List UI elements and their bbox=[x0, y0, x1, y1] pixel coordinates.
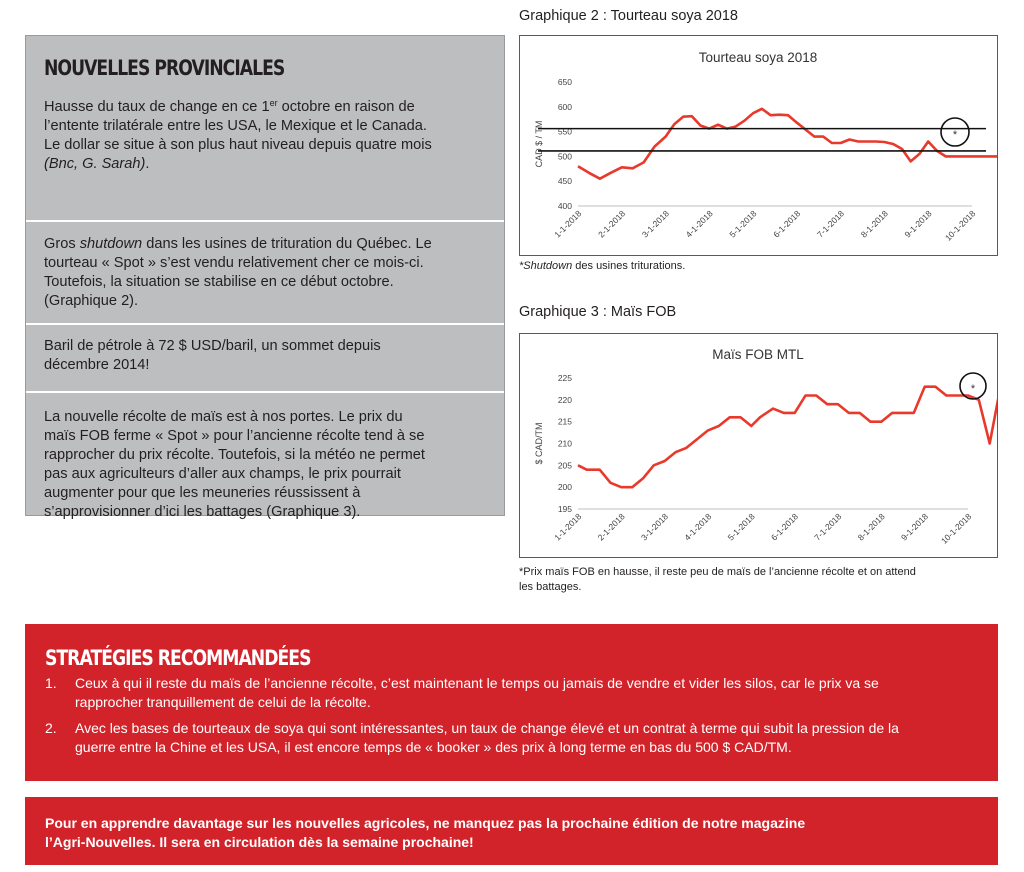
news-line: Le dollar se situe à son plus haut niveau depuis quatre mois bbox=[44, 137, 432, 153]
news-line: Baril de pétrole à 72 $ USD/baril, un sommet depuis bbox=[44, 338, 381, 354]
y-tick-label: 205 bbox=[557, 460, 572, 471]
footer-banner bbox=[25, 797, 998, 865]
chart3-corn-fob bbox=[520, 334, 997, 557]
news-line: Gros shutdown dans les usines de trituration du Québec. Le bbox=[44, 236, 432, 252]
footer-line: Pour en apprendre davantage sur les nouvelles agricoles, ne manquez pas la prochaine édition de notre magazine bbox=[45, 815, 806, 831]
news-panel bbox=[25, 35, 505, 520]
x-tick-label: 4-1-2018 bbox=[682, 511, 714, 543]
chart-title: Tourteau soya 2018 bbox=[698, 50, 818, 65]
annotation-asterisk: * bbox=[952, 129, 958, 141]
chart3-caption: Graphique 3 : Maïs FOB bbox=[519, 304, 677, 320]
news-line: (Bnc, G. Sarah). bbox=[44, 156, 150, 172]
x-tick-label: 5-1-2018 bbox=[727, 208, 759, 240]
y-tick-label: 600 bbox=[557, 101, 572, 112]
x-tick-label: 9-1-2018 bbox=[902, 208, 934, 240]
news-line: Toutefois, la situation se stabilise en ce début octobre. bbox=[44, 274, 394, 290]
x-tick-label: 6-1-2018 bbox=[771, 208, 803, 240]
strategies-title: STRATÉGIES RECOMMANDÉES bbox=[45, 646, 311, 670]
strategy-item bbox=[45, 719, 978, 757]
chart3-footnote bbox=[519, 565, 916, 595]
news-line: Hausse du taux de change en ce 1er octobre en raison de bbox=[44, 98, 415, 115]
x-tick-label: 3-1-2018 bbox=[639, 208, 671, 240]
footnote-line: *Prix maïs FOB en hausse, il reste peu de maïs de l’ancienne récolte et on attend bbox=[519, 566, 916, 578]
x-tick-label: 7-1-2018 bbox=[814, 208, 847, 240]
strategies-list bbox=[45, 674, 978, 757]
y-tick-label: 200 bbox=[557, 482, 572, 493]
news-line: La nouvelle récolte de maïs est à nos portes. Le prix du bbox=[44, 409, 403, 425]
x-tick-label: 7-1-2018 bbox=[812, 511, 844, 543]
chart2-frame bbox=[519, 35, 998, 256]
strategies-panel bbox=[25, 624, 998, 781]
chart2-footnote: *Shutdown des usines triturations. bbox=[519, 260, 686, 272]
footnote-line: les battages. bbox=[519, 581, 582, 593]
news-line: augmenter pour que les meuneries réussissent à bbox=[44, 485, 361, 501]
x-tick-label: 8-1-2018 bbox=[855, 511, 887, 543]
chart3-frame bbox=[519, 333, 998, 558]
x-tick-label: 3-1-2018 bbox=[638, 511, 671, 543]
x-tick-label: 2-1-2018 bbox=[596, 208, 628, 240]
news-line: s’approvisionner d’ici les battages (Graphique 3). bbox=[44, 504, 361, 520]
series-line bbox=[578, 109, 997, 179]
annotation-asterisk: * bbox=[970, 383, 976, 395]
x-tick-label: 6-1-2018 bbox=[768, 511, 801, 543]
news-line: maïs FOB ferme « Spot » pour l’ancienne récolte tend à se bbox=[44, 428, 425, 444]
x-tick-label: 9-1-2018 bbox=[898, 511, 931, 543]
y-tick-label: 220 bbox=[557, 394, 572, 405]
news-item-corn bbox=[26, 393, 504, 521]
news-line: pas aux agriculteurs d’aller aux champs, le prix pourrait bbox=[44, 466, 401, 482]
news-line: rapprocher du prix récolte. Toutefois, si la météo ne permet bbox=[44, 447, 425, 463]
news-header bbox=[26, 36, 504, 98]
news-item-exchange-rate bbox=[26, 98, 504, 220]
chart2-soybean-meal bbox=[520, 36, 997, 255]
x-tick-label: 8-1-2018 bbox=[858, 208, 890, 240]
strategy-item bbox=[45, 674, 978, 712]
x-tick-label: 4-1-2018 bbox=[683, 208, 715, 240]
series-line bbox=[578, 387, 997, 488]
news-line: tourteau « Spot » s’est vendu relativement cher ce mois-ci. bbox=[44, 255, 424, 271]
y-tick-label: 650 bbox=[557, 77, 572, 87]
y-tick-label: 195 bbox=[557, 504, 572, 514]
footer-line: l’Agri-Nouvelles. Il sera en circulation dès la semaine prochaine! bbox=[45, 834, 474, 850]
news-item-shutdown bbox=[26, 222, 504, 323]
y-axis-label: CAD $ / TM bbox=[534, 120, 544, 168]
y-tick-label: 550 bbox=[557, 126, 572, 137]
chart-title: Maïs FOB MTL bbox=[712, 347, 804, 362]
strategy-number: 2. bbox=[45, 720, 57, 736]
news-item-oil bbox=[26, 325, 504, 391]
strategy-text: Avec les bases de tourteaux de soya qui sont intéressantes, un taux de change élevé et un contrat à terme qui subit la pression de la guerre entre la Chine et les USA, il est encore temps de « booker » des prix à long terme en bas du 500 $ CAD/TM. bbox=[75, 720, 899, 755]
news-line: (Graphique 2). bbox=[44, 293, 139, 309]
x-tick-label: 1-1-2018 bbox=[552, 511, 584, 543]
x-tick-label: 1-1-2018 bbox=[552, 208, 584, 240]
y-tick-label: 400 bbox=[557, 201, 572, 211]
strategy-text: Ceux à qui il reste du maïs de l’ancienne récolte, c’est maintenant le temps ou jamais de vendre et vider les silos, car le prix va se rapprocher tranquillement de celui de la récolte. bbox=[75, 675, 879, 710]
y-axis-label: $ CAD/TM bbox=[534, 422, 544, 465]
y-tick-label: 215 bbox=[557, 416, 572, 427]
y-tick-label: 210 bbox=[557, 438, 572, 449]
x-tick-label: 5-1-2018 bbox=[725, 511, 757, 543]
x-tick-label: 10-1-2018 bbox=[942, 208, 978, 243]
chart2-caption: Graphique 2 : Tourteau soya 2018 bbox=[519, 8, 739, 24]
y-tick-label: 500 bbox=[557, 151, 572, 162]
y-tick-label: 450 bbox=[557, 176, 572, 187]
x-tick-label: 10-1-2018 bbox=[938, 511, 974, 546]
news-line: l’entente trilatérale entre les USA, le Mexique et le Canada. bbox=[44, 118, 427, 134]
news-title: NOUVELLES PROVINCIALES bbox=[44, 56, 285, 80]
news-line: décembre 2014! bbox=[44, 357, 150, 373]
x-tick-label: 2-1-2018 bbox=[595, 511, 627, 543]
strategy-number: 1. bbox=[45, 675, 57, 691]
y-tick-label: 225 bbox=[557, 373, 572, 383]
